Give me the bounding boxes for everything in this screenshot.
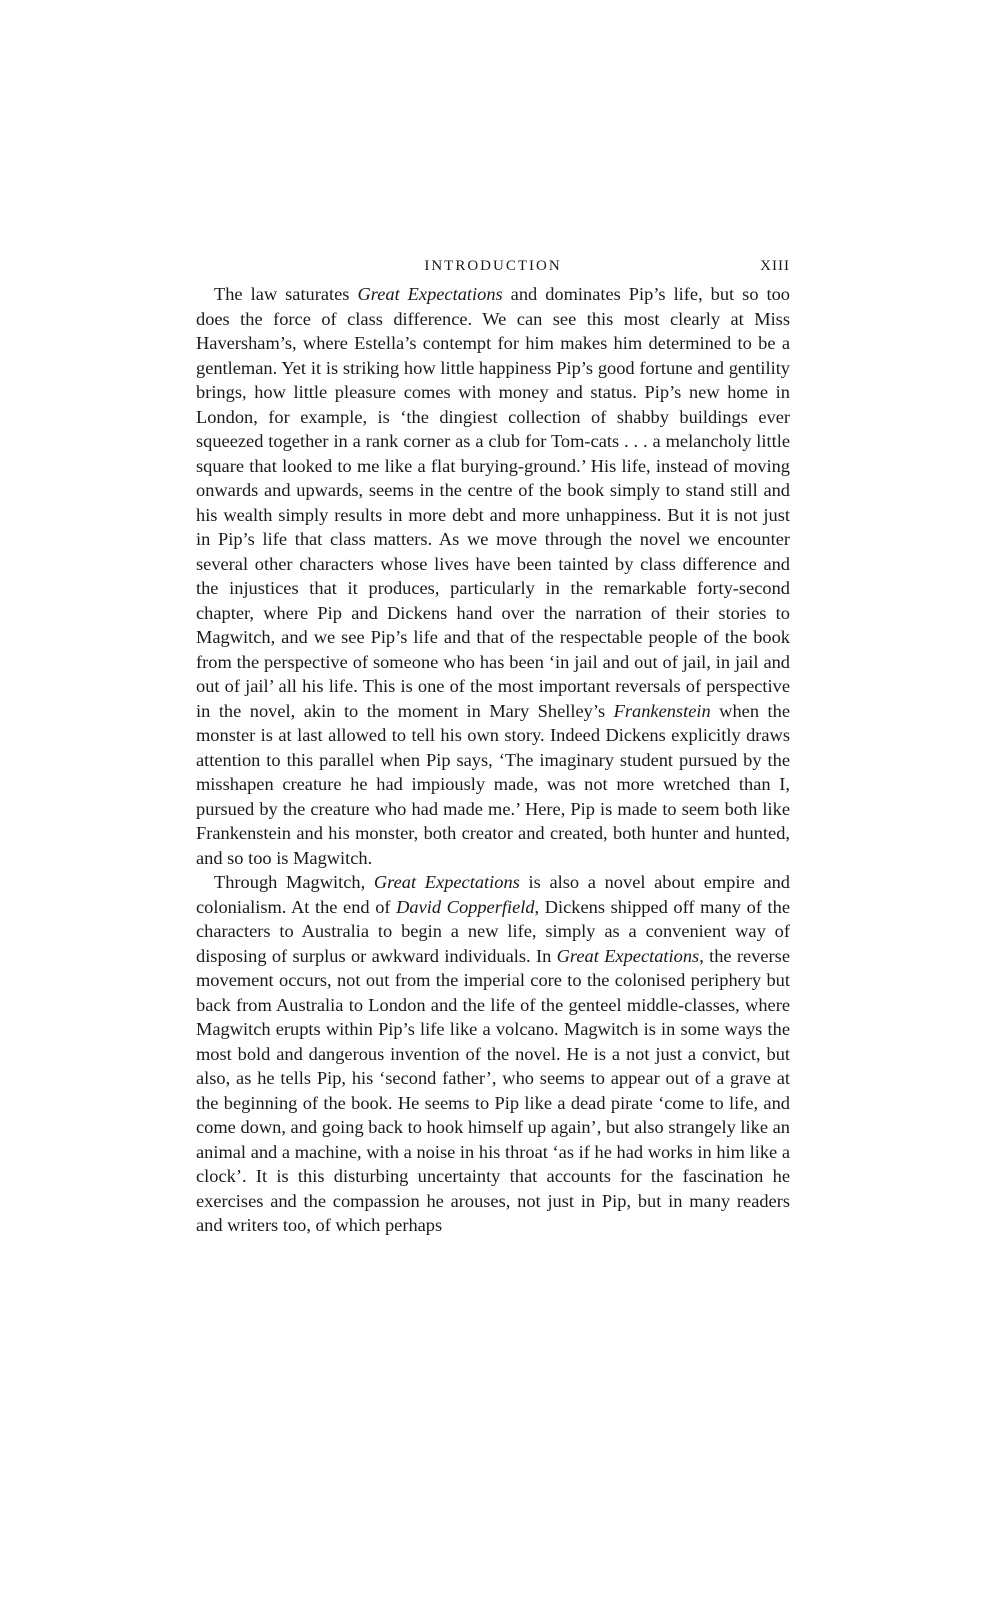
paragraph-1-italic-title-1: Great Expectations: [357, 284, 503, 304]
paragraph-2-text-4: , the reverse movement occurs, not out from the imperial core to the colonised periphery but back from Australia to London and the life of the genteel middle-classes, where Magwitch erupts within Pip’s life like a volcano. Magwitch is in some ways the most bold and dangerous invention of the novel. He is a not just a convict, but also, as he tells Pip, his ‘second father’, who seems to appear out of a grave at the beginning of the book. He seems to Pip like a dead pirate ‘come to life, and come down, and going back to hook himself up again’, but also strangely like an animal and a machine, with a noise in his throat ‘as if he had works in him like a clock’. It is this disturbing uncertainty that accounts for the fascination he exercises and the compassion he arouses, not just in Pip, but in many readers and writers too, of which perhaps: [196, 945, 790, 1235]
paragraph-2-italic-title-2: David Copperfield: [396, 896, 535, 917]
paragraph-1-text-1: The law saturates: [214, 284, 358, 304]
running-head: [196, 258, 790, 282]
page-number: XIII: [760, 258, 790, 274]
paragraph-2-italic-title-1: Great Expectations: [373, 872, 520, 892]
paragraph-1-text-2: and dominates Pip’s life, but so too does the force of class difference. We can see this most clearly at Miss Haversham’s, where Estella’s contempt for him makes him determined to be a gentleman. Yet it is striking how little happiness Pip’s good fortune and gentility brings, how little pleasure comes with money and status. Pip’s new home in London, for example, is ‘the dingiest collection of shabby buildings ever squeezed together in a rank corner as a club for Tom-cats . . . a melancholy little square that looked to me like a flat burying-ground.’ His life, instead of moving onwards and upwards, seems in the centre of the book simply to stand still and his wealth simply results in more debt and more unhappiness. But it is not just in Pip’s life that class matters. As we move through the novel we encounter several other characters whose lives have been tainted by class difference and the injustices that it produces, particularly in the remarkable forty-second chapter, where Pip and Dickens hand over the narration of their stories to Magwitch, and we see Pip’s life and that of the respectable people of the book from the perspective of someone who has been ‘in jail and out of jail, in jail and out of jail’ all his life. This is one of the most important reversals of perspective in the novel, akin to the moment in Mary Shelley’s: [196, 284, 790, 721]
paragraph-2: [196, 870, 790, 1238]
paragraph-2-text-1: Through Magwitch,: [214, 872, 374, 892]
paragraph-2-text-2: is also a novel about empire and colonialism. At the end of: [196, 872, 790, 917]
book-page: [196, 258, 790, 1238]
paragraph-1-text-3: when the monster is at last allowed to tell his own story. Indeed Dickens explicitly draws attention to this parallel when Pip says, ‘The imaginary student pursued by the misshapen creature he had impiously made, was not more wretched than I, pursued by the creature who had made me.’ Here, Pip is made to seem both like Frankenstein and his monster, both creator and created, both hunter and hunted, and so too is Magwitch.: [196, 700, 790, 868]
running-title: INTRODUCTION: [424, 258, 562, 274]
paragraph-1-italic-title-2: Frankenstein: [613, 700, 711, 721]
paragraph-2-italic-title-3: Great Expectations: [556, 945, 700, 966]
paragraph-1: [196, 282, 790, 870]
paragraph-2-text-3: , Dickens shipped off many of the characters to Australia to begin a new life, simply as a convenient way of disposing of surplus or awkward individuals. In: [196, 896, 790, 966]
